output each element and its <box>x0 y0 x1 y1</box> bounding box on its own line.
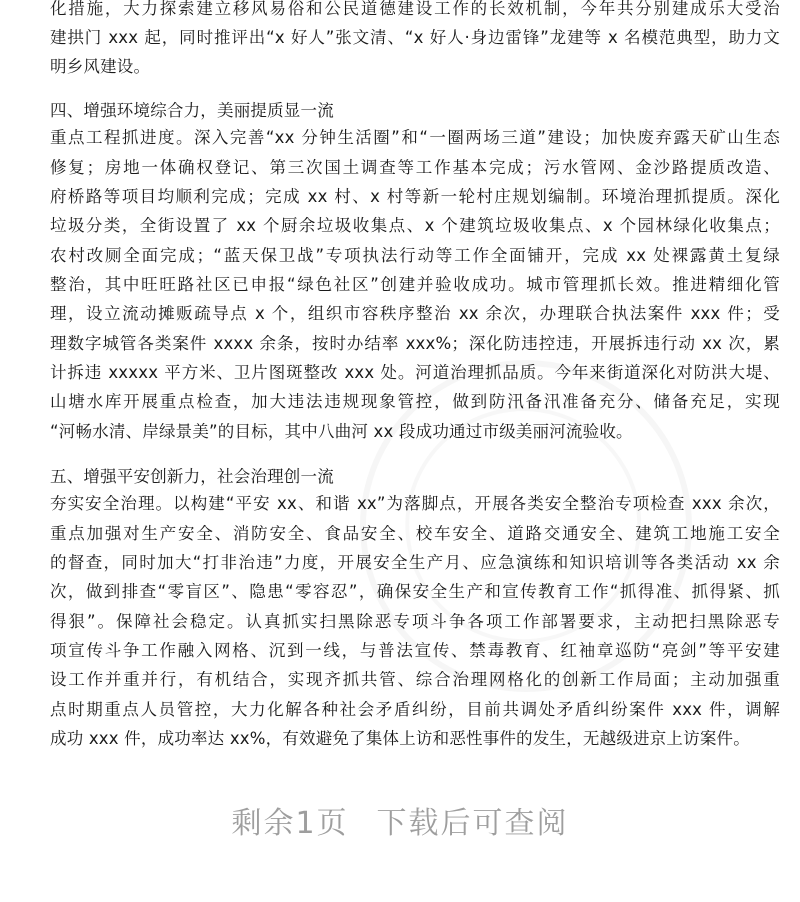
paragraph-line: 理，设立流动摊贩疏导点 x 个，组织市容秩序整治 xx 余次，办理联合执法案件 xxx 件；受 <box>50 304 780 323</box>
section-heading: 四、增强环境综合力，美丽提质显一流 <box>50 101 334 120</box>
paragraph-line: “河畅水清、岸绿景美”的目标，其中八曲河 xx 段成功通过市级美丽河流验收。 <box>50 422 633 441</box>
paragraph-line: 府桥路等项目均顺利完成；完成 xx 村、x 村等新一轮村庄规划编制。环境治理抓提质。深化 <box>50 187 780 206</box>
paragraph-line: 化措施，大力探索建立移风易俗和公民道德建设工作的长效机制，今年共分别建成乐大受治 <box>50 0 780 18</box>
paragraph-line: 得狠”。保障社会稳定。认真抓实扫黑除恶专项斗争各项工作部署要求，主动把扫黑除恶专 <box>50 612 780 631</box>
paragraph-line: 的督查，同时加大“打非治违”力度，开展安全生产月、应急演练和知识培训等各类活动 xx 余 <box>50 553 780 572</box>
paragraph-line: 整治，其中旺旺路社区已申报“绿色社区”创建并验收成功。城市管理抓长效。推进精细化管 <box>50 275 780 294</box>
paragraph-line: 点时期重点人员管控，大力化解各种社会矛盾纠纷，目前共调处矛盾纠纷案件 xxx 件，调解 <box>50 700 780 719</box>
paragraph-line: 夯实安全治理。以构建“平安 xx、和谐 xx”为落脚点，开展各类安全整治专项检查 xxx 余次， <box>50 494 780 513</box>
paragraph-line: 农村改厕全面完成；“蓝天保卫战”专项执法行动等工作全面铺开，完成 xx 处裸露黄土复绿 <box>50 246 780 265</box>
paragraph-line: 设工作并重并行，有机结合，实现齐抓共管、综合治理网格化的创新工作局面；主动加强重 <box>50 670 780 689</box>
paragraph-line: 次，做到排查“零盲区”、隐患“零容忍”，确保安全生产和宣传教育工作“抓得准、抓得紧、抓 <box>50 582 780 601</box>
paragraph-line: 重点加强对生产安全、消防安全、食品安全、校车安全、道路交通安全、建筑工地施工安全 <box>50 524 780 543</box>
section-heading: 五、增强平安创新力，社会治理创一流 <box>50 467 334 486</box>
paragraph-line: 山塘水库开展重点检查，加大违法违规现象管控，做到防汛备汛准备充分、储备充足，实现 <box>50 392 780 411</box>
remaining-pages-label: 剩余1页 <box>231 806 349 841</box>
paragraph-line: 修复；房地一体确权登记、第三次国土调查等工作基本完成；污水管网、金沙路提质改造、 <box>50 158 780 177</box>
paragraph-line: 建拱门 xxx 起，同时推评出“x 好人”张文清、“x 好人·身边雷锋”龙建等 x 名模范典型，助力文 <box>50 28 780 47</box>
paragraph-line: 重点工程抓进度。深入完善“xx 分钟生活圈”和“一圈两场三道”建设；加快废弃露天矿山生态 <box>50 128 780 147</box>
paragraph-line: 明乡风建设。 <box>50 57 151 76</box>
paragraph-line: 垃圾分类，全街设置了 xx 个厨余垃圾收集点、x 个建筑垃圾收集点、x 个园林绿化收集点； <box>50 216 780 235</box>
download-to-view-label: 下载后可查阅 <box>376 806 569 841</box>
paragraph-line: 计拆违 xxxxx 平方米、卫片图斑整改 xxx 处。河道治理抓品质。今年来街道深化对防洪大堤、 <box>50 363 780 382</box>
paragraph-line: 成功 xxx 件，成功率达 xx%，有效避免了集体上访和恶性事件的发生，无越级进京上访案件。 <box>50 729 750 748</box>
remaining-pages-banner[interactable] <box>0 798 800 842</box>
paragraph-line: 理数字城管各类案件 xxxx 余条，按时办结率 xxx%；深化防违控违，开展拆违行动 xx 次，累 <box>50 334 780 353</box>
paragraph-line: 项宣传斗争工作融入网格、沉到一线，与普法宣传、禁毒教育、红袖章巡防“亮剑”等平安建 <box>50 641 780 660</box>
